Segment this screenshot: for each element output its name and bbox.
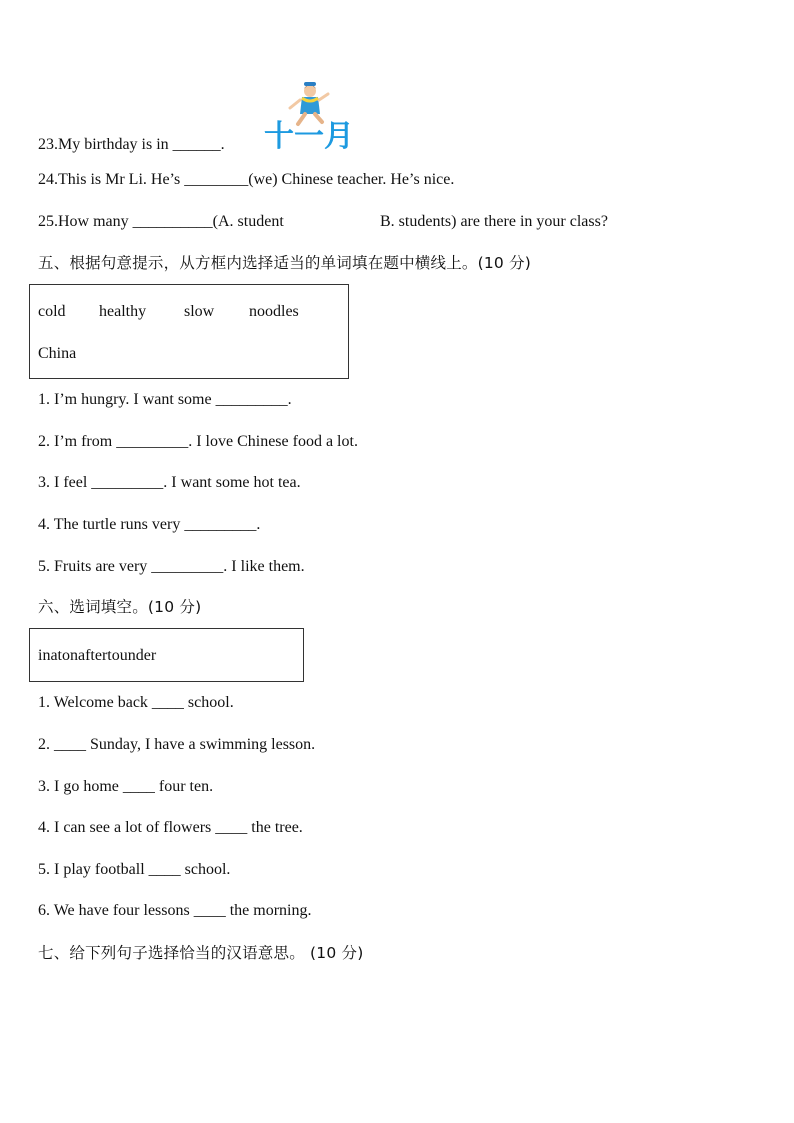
question-24: 24.This is Mr Li. He’s ________(we) Chinese teacher. He’s nice.: [38, 171, 455, 188]
section-5-question: 1. I’m hungry. I want some _________.: [38, 391, 292, 408]
section-5-word-box: [29, 284, 349, 379]
section-5-question: 2. I’m from _________. I love Chinese food a lot.: [38, 433, 358, 450]
section-6-question: 6. We have four lessons ____ the morning.: [38, 902, 312, 919]
section-5-heading: 五、根据句意提示，从方框内选择适当的单词填在题中横线上。(10 分): [38, 254, 532, 272]
question-25-part-a: 25.How many __________(A. student: [38, 213, 284, 230]
november-chinese-label: 十一月: [264, 119, 354, 152]
word-box-item: cold: [38, 303, 66, 320]
word-box-text: inatonaftertounder: [38, 647, 157, 664]
section-6-word-box: [29, 628, 304, 682]
word-box-item: China: [38, 345, 77, 362]
section-5-question: 4. The turtle runs very _________.: [38, 516, 261, 533]
question-23: 23.My birthday is in ______.: [38, 136, 225, 153]
section-6-question: 5. I play football ____ school.: [38, 861, 231, 878]
section-6-heading: 六、选词填空。(10 分): [38, 598, 202, 616]
question-25-part-b: B. students) are there in your class?: [380, 213, 608, 230]
section-6-question: 1. Welcome back ____ school.: [38, 694, 234, 711]
november-month-illustration: [262, 78, 360, 152]
word-box-item: slow: [184, 303, 215, 320]
girl-figure-icon: [290, 82, 328, 124]
section-6-question: 4. I can see a lot of flowers ____ the tree.: [38, 819, 303, 836]
word-box-item: noodles: [249, 303, 299, 320]
word-box-item: healthy: [99, 303, 147, 320]
section-6-question: 2. ____ Sunday, I have a swimming lesson.: [38, 736, 316, 753]
section-5-question: 5. Fruits are very _________. I like them.: [38, 558, 305, 575]
section-7-heading: 七、给下列句子选择恰当的汉语意思。 (10 分): [38, 944, 364, 962]
section-6-question: 3. I go home ____ four ten.: [38, 778, 214, 795]
section-5-question: 3. I feel _________. I want some hot tea.: [38, 474, 301, 491]
